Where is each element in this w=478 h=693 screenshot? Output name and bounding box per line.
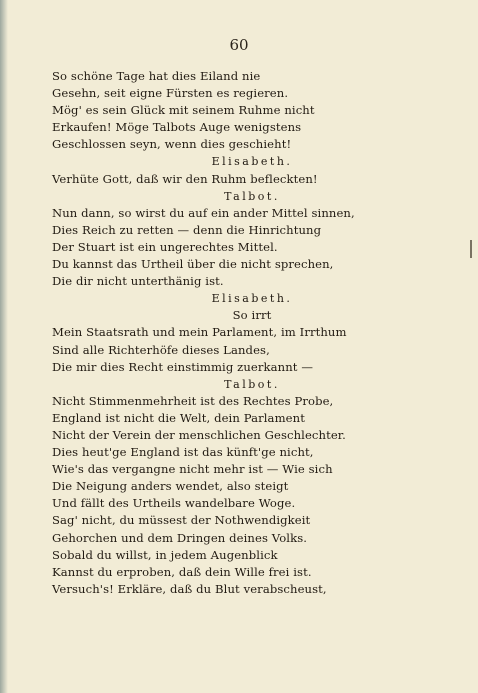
verse-line: Versuch's! Erkläre, daß du Blut verabscheust,	[52, 581, 327, 596]
verse-line: Die Neigung anders wendet, also steigt	[52, 479, 289, 494]
margin-mark	[470, 240, 472, 258]
verse-line: So schöne Tage hat dies Eiland nie	[52, 69, 261, 83]
verse-line: Der Stuart ist ein ungerechtes Mittel.	[52, 239, 278, 254]
verse-line: Nun dann, so wirst du auf ein ander Mittel sinnen,	[52, 205, 355, 220]
verse-line: Dies heut'ge England ist das künft'ge nicht,	[52, 445, 314, 460]
verse-line: Du kannst das Urtheil über die nicht sprechen,	[52, 257, 334, 272]
verse-line: Geschlossen seyn, wenn dies geschieht!	[52, 137, 292, 152]
verse-line: Erkaufen! Möge Talbots Auge wenigstens	[52, 120, 302, 135]
verse-line: Sobald du willst, in jedem Augenblick	[52, 547, 278, 562]
verse-line: England ist nicht die Welt, dein Parlament	[52, 410, 305, 425]
verse-line: Sag' nicht, du müssest der Nothwendigkeit	[52, 513, 311, 528]
verse-line: So irrt	[232, 308, 272, 323]
verse-line: Mög' es sein Glück mit seinem Ruhme nicht	[52, 103, 315, 118]
speaker-name: Talbot.	[224, 189, 280, 203]
verse-line: Und fällt des Urtheils wandelbare Woge.	[52, 496, 296, 511]
speaker-name: Talbot.	[224, 377, 280, 391]
verse-line: Gesehn, seit eigne Fürsten es regieren.	[52, 86, 289, 101]
verse-line: Nicht Stimmenmehrheit ist des Rechtes Probe,	[52, 393, 334, 408]
page-number: 60	[229, 36, 249, 54]
verse-line: Mein Staatsrath und mein Parlament, im Irrthum	[52, 325, 347, 340]
verse-line: Dies Reich zu retten — denn die Hinrichtung	[52, 222, 322, 237]
speaker-name: Elisabeth.	[211, 292, 293, 306]
speaker-name: Elisabeth.	[211, 155, 293, 169]
verse-line: Nicht der Verein der menschlichen Geschlechter.	[52, 427, 346, 442]
page-shadow-edge	[0, 0, 8, 693]
verse-line: Die mir dies Recht einstimmig zuerkannt —	[52, 359, 314, 374]
verse-line: Wie's das vergangne nicht mehr ist — Wie sich	[52, 462, 333, 477]
verse-line: Gehorchen und dem Dringen deines Volks.	[52, 530, 308, 545]
verse-line: Sind alle Richterhöfe dieses Landes,	[52, 342, 270, 357]
verse-line: Verhüte Gott, daß wir den Ruhm befleckten!	[52, 171, 318, 186]
verse-text-block	[52, 68, 452, 598]
verse-line: Kannst du erproben, daß dein Wille frei ist.	[52, 564, 312, 579]
verse-line: Die dir nicht unterthänig ist.	[52, 274, 224, 289]
